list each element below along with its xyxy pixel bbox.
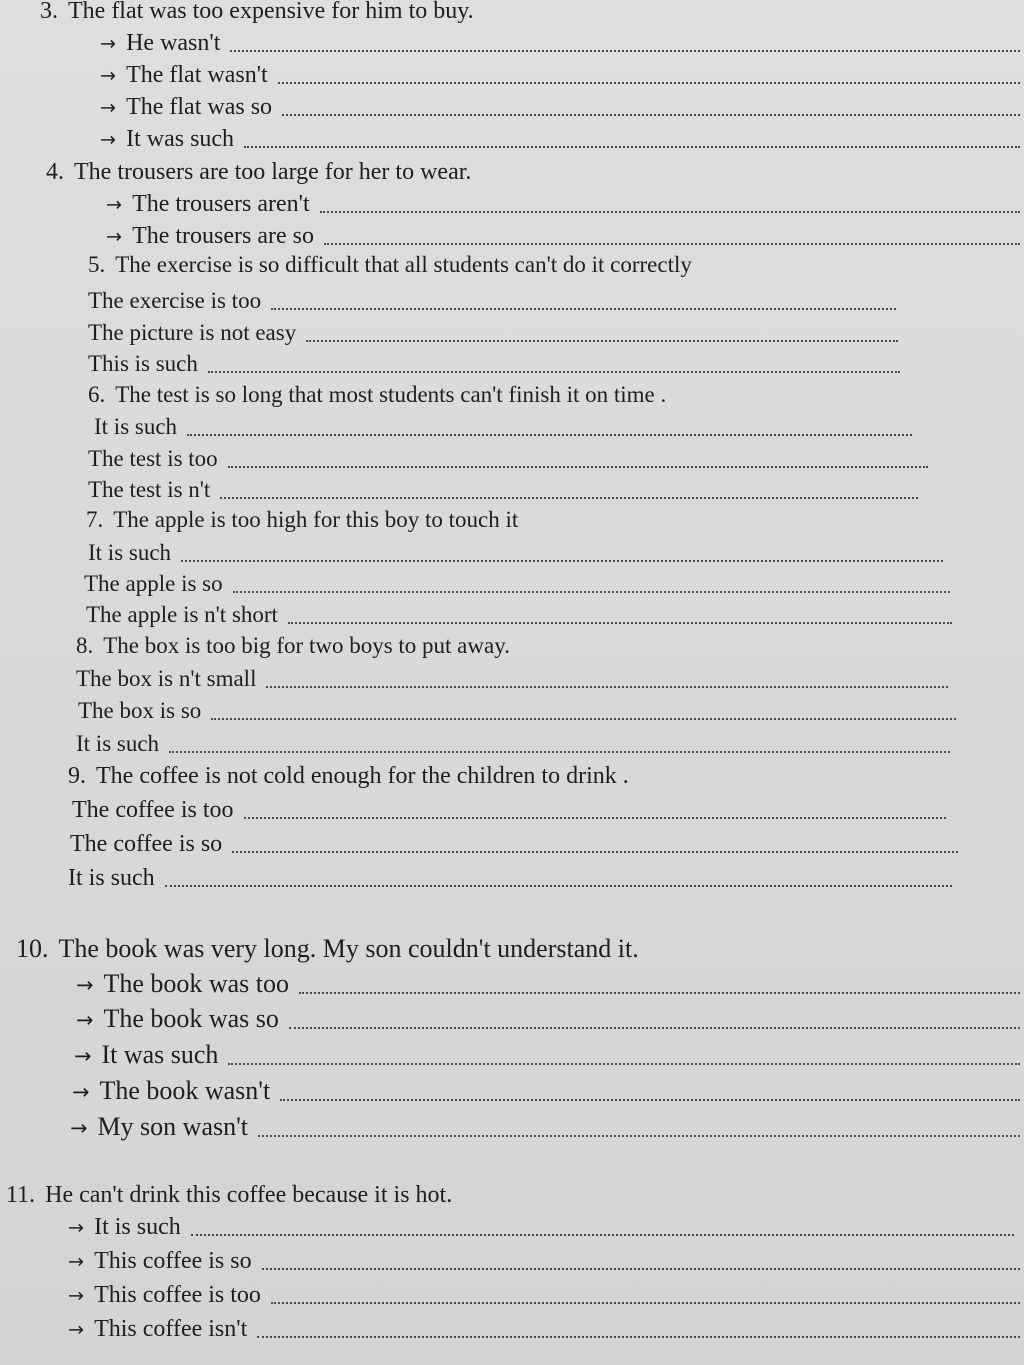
answer-blank[interactable]: [169, 751, 950, 753]
answer-start: The exercise is too: [88, 288, 262, 313]
question-9: [68, 761, 788, 791]
answer-blank[interactable]: [278, 82, 1020, 84]
answer-blank[interactable]: [228, 1063, 1020, 1065]
answer-start: It is such: [94, 1214, 181, 1240]
answer-start: The coffee is too: [72, 797, 234, 823]
answer-start: The picture is not easy: [88, 320, 297, 345]
answer-line[interactable]: [74, 1039, 1020, 1071]
answer-line[interactable]: [72, 1075, 1020, 1107]
arrow-icon: →: [68, 1250, 85, 1273]
answer-start: This is such: [88, 351, 198, 376]
answer-line[interactable]: [70, 1111, 1020, 1143]
answer-start: This coffee is too: [94, 1282, 261, 1308]
answer-blank[interactable]: [181, 560, 943, 562]
answer-line[interactable]: [88, 538, 943, 568]
answer-start: The apple is n't short: [86, 602, 278, 627]
answer-blank[interactable]: [289, 1027, 1020, 1029]
answer-blank[interactable]: [244, 146, 1020, 148]
arrow-icon: →: [106, 225, 123, 248]
answer-start: The flat was so: [126, 94, 273, 120]
answer-blank[interactable]: [306, 340, 898, 342]
question-prompt: The book was very long. My son couldn't understand it.: [58, 934, 639, 963]
answer-blank[interactable]: [230, 50, 1020, 52]
answer-line[interactable]: [88, 286, 896, 316]
answer-start: The box is n't small: [76, 666, 257, 691]
question-5: [88, 250, 888, 280]
answer-line[interactable]: [106, 221, 1020, 251]
answer-line[interactable]: [68, 863, 952, 893]
question-prompt: The flat was too expensive for him to buy.: [68, 0, 474, 24]
answer-blank[interactable]: [220, 497, 918, 499]
answer-start: It was such: [101, 1040, 219, 1069]
answer-blank[interactable]: [257, 1336, 1020, 1338]
answer-blank[interactable]: [233, 591, 950, 593]
answer-blank[interactable]: [288, 622, 952, 624]
answer-start: It is such: [76, 731, 160, 756]
answer-start: He wasn't: [126, 30, 221, 56]
answer-line[interactable]: [72, 795, 946, 825]
question-6: [88, 380, 918, 410]
answer-line[interactable]: [100, 92, 1020, 122]
question-4: [46, 157, 1020, 187]
answer-blank[interactable]: [271, 1302, 1020, 1304]
question-number: 3.: [40, 0, 58, 24]
question-prompt: The apple is too high for this boy to touch it: [113, 507, 519, 532]
answer-start: It is such: [68, 865, 155, 891]
answer-start: The book wasn't: [99, 1076, 271, 1105]
arrow-icon: →: [76, 1008, 94, 1032]
answer-blank[interactable]: [266, 686, 948, 688]
arrow-icon: →: [68, 1284, 85, 1307]
question-prompt: The coffee is not cold enough for the children to drink .: [96, 763, 629, 789]
arrow-icon: →: [106, 193, 123, 216]
question-prompt: The box is too big for two boys to put away.: [103, 633, 510, 658]
answer-line[interactable]: [88, 444, 928, 474]
question-number: 7.: [86, 507, 104, 532]
question-prompt: The exercise is so difficult that all students can't do it correctly: [115, 252, 692, 277]
answer-blank[interactable]: [324, 243, 1020, 245]
question-number: 9.: [68, 763, 86, 789]
answer-line[interactable]: [88, 475, 918, 505]
question-10: [16, 933, 776, 965]
answer-start: It is such: [88, 540, 172, 565]
arrow-icon: →: [68, 1216, 85, 1239]
arrow-icon: →: [100, 64, 117, 87]
answer-line[interactable]: [76, 1003, 1020, 1035]
answer-start: The coffee is so: [70, 831, 223, 857]
answer-start: The apple is so: [84, 571, 223, 596]
question-number: 10.: [16, 934, 49, 963]
question-11: [6, 1180, 566, 1210]
answer-line[interactable]: [68, 1212, 1014, 1242]
arrow-icon: →: [68, 1318, 85, 1341]
answer-blank[interactable]: [244, 817, 947, 819]
question-8: [76, 631, 696, 661]
arrow-icon: →: [74, 1044, 92, 1068]
arrow-icon: →: [76, 973, 94, 997]
question-number: 11.: [6, 1182, 36, 1208]
answer-line[interactable]: [76, 664, 948, 694]
answer-line[interactable]: [76, 729, 950, 759]
answer-blank[interactable]: [191, 1234, 1014, 1236]
answer-start: It is such: [94, 414, 178, 439]
answer-line[interactable]: [68, 1246, 1020, 1276]
question-number: 6.: [88, 382, 106, 407]
answer-blank[interactable]: [232, 851, 958, 853]
answer-blank[interactable]: [258, 1135, 1020, 1137]
answer-line[interactable]: [94, 412, 912, 442]
answer-blank[interactable]: [320, 211, 1020, 213]
arrow-icon: →: [70, 1116, 88, 1140]
answer-start: The trousers aren't: [132, 191, 310, 217]
answer-start: This coffee is so: [94, 1248, 252, 1274]
answer-blank[interactable]: [165, 885, 952, 887]
answer-blank[interactable]: [262, 1268, 1020, 1270]
answer-line[interactable]: [86, 600, 952, 630]
answer-start: The book was so: [103, 1004, 279, 1033]
arrow-icon: →: [100, 96, 117, 119]
answer-line[interactable]: [76, 968, 1020, 1000]
answer-start: The trousers are so: [132, 223, 315, 249]
answer-start: The book was too: [103, 969, 290, 998]
question-prompt: He can't drink this coffee because it is hot.: [45, 1182, 453, 1208]
answer-start: The box is so: [78, 698, 202, 723]
answer-start: The test is n't: [88, 477, 211, 502]
answer-blank[interactable]: [211, 718, 956, 720]
answer-line[interactable]: [88, 318, 898, 348]
answer-start: This coffee isn't: [94, 1316, 248, 1342]
question-number: 8.: [76, 633, 94, 658]
question-prompt: The test is so long that most students can't finish it on time .: [115, 382, 667, 407]
answer-blank[interactable]: [282, 114, 1020, 116]
arrow-icon: →: [100, 128, 117, 151]
answer-start: The flat wasn't: [126, 62, 268, 88]
answer-line[interactable]: [100, 60, 1020, 90]
question-3: [40, 0, 1020, 26]
answer-line[interactable]: [100, 124, 1020, 154]
answer-start: My son wasn't: [97, 1112, 249, 1141]
answer-blank[interactable]: [187, 434, 912, 436]
answer-blank[interactable]: [228, 466, 928, 468]
question-number: 5.: [88, 252, 106, 277]
answer-line[interactable]: [100, 28, 1020, 58]
answer-line[interactable]: [68, 1280, 1020, 1310]
answer-blank[interactable]: [299, 992, 1020, 994]
answer-blank[interactable]: [208, 371, 900, 373]
answer-start: It was such: [126, 126, 235, 152]
answer-start: The test is too: [88, 446, 218, 471]
answer-blank[interactable]: [280, 1099, 1020, 1101]
question-prompt: The trousers are too large for her to wear.: [74, 159, 472, 185]
answer-line[interactable]: [78, 696, 956, 726]
answer-line[interactable]: [68, 1314, 1020, 1344]
answer-blank[interactable]: [271, 308, 896, 310]
question-number: 4.: [46, 159, 64, 185]
answer-line[interactable]: [84, 569, 950, 599]
arrow-icon: →: [72, 1080, 90, 1104]
answer-line[interactable]: [106, 189, 1020, 219]
answer-line[interactable]: [88, 349, 900, 379]
arrow-icon: →: [100, 32, 117, 55]
answer-line[interactable]: [70, 829, 958, 859]
question-7: [86, 505, 686, 535]
